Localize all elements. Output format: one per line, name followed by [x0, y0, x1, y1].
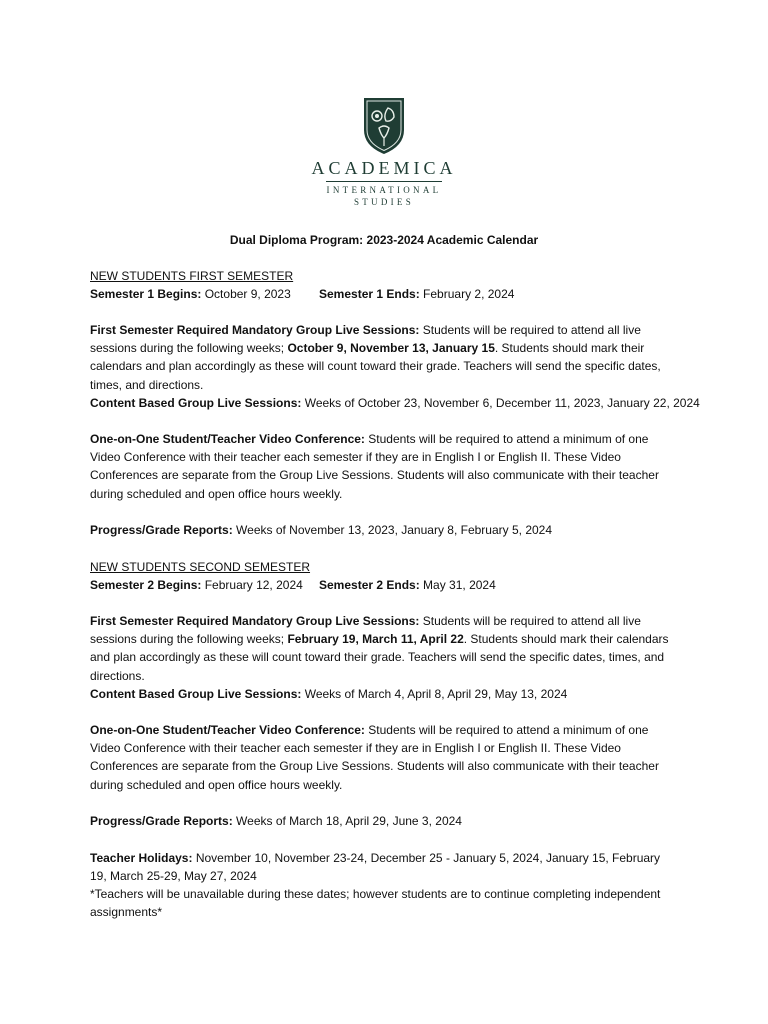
semester1-conference-text: Students will be required to attend a minimum of one Video Conference with their teacher each semester if they are in English I or English II. These Video Conferences are separate from the Group Live Sessions. Students will also communicate with their teacher during scheduled and open office hours weekly. — [90, 432, 659, 501]
teacher-holidays-value: November 10, November 23-24, December 25 - January 5, 2024, January 15, February 19, March 25-29, May 27, 2024 — [90, 851, 661, 884]
logo-rule — [326, 181, 442, 182]
semester1-begins-label: Semester 1 Begins: — [90, 287, 202, 301]
semester2-conference-label: One-on-One Student/Teacher Video Conference: — [90, 723, 365, 737]
semester2-mandatory-label: First Semester Required Mandatory Group Live Sessions: — [90, 614, 420, 628]
document-title: Dual Diploma Program: 2023-2024 Academic Calendar — [229, 233, 539, 247]
semester1-ends-label: Semester 1 Ends: — [319, 287, 420, 301]
semester2-mandatory-paragraph — [90, 612, 680, 685]
semester1-progress-reports — [90, 521, 690, 539]
semester1-conference-paragraph — [90, 430, 680, 503]
teacher-holidays-label: Teacher Holidays: — [90, 851, 193, 865]
semester1-content-label: Content Based Group Live Sessions: — [90, 396, 302, 410]
semester1-content-value: Weeks of October 23, November 6, December 11, 2023, January 22, 2024 — [301, 396, 700, 410]
semester2-conference-text: Students will be required to attend a minimum of one Video Conference with their teacher each semester if they are in English I or English II. These Video Conferences are separate from the Group Live Sessions. Students will also communicate with their teacher during scheduled and open office hours weekly. — [90, 723, 659, 792]
semester2-begins-label: Semester 2 Begins: — [90, 578, 202, 592]
semester2-ends-value: May 31, 2024 — [419, 578, 496, 592]
semester1-mandatory-label: First Semester Required Mandatory Group Live Sessions: — [90, 323, 420, 337]
teacher-holidays-paragraph — [90, 849, 665, 885]
semester2-progress-label: Progress/Grade Reports: — [90, 814, 233, 828]
semester1-mandatory-paragraph — [90, 321, 680, 394]
semester2-heading: NEW STUDENTS SECOND SEMESTER — [90, 560, 311, 574]
semester1-content-sessions — [90, 394, 700, 412]
academica-logo — [0, 96, 768, 208]
crest-icon — [360, 96, 408, 156]
semester2-dates — [90, 576, 690, 594]
semester1-dates — [90, 285, 690, 303]
semester1-conference-label: One-on-One Student/Teacher Video Conference: — [90, 432, 365, 446]
semester1-mandatory-dates: October 9, November 13, January 15 — [287, 341, 495, 356]
semester1-begins-value: October 9, 2023 — [201, 287, 291, 301]
semester2-ends-label: Semester 2 Ends: — [319, 578, 420, 592]
semester2-mandatory-dates: February 19, March 11, April 22 — [287, 632, 464, 647]
semester2-progress-reports — [90, 812, 690, 830]
semester1-mandatory-text-b: . Students should mark their calendars and plan accordingly as these will count toward their grade. Teachers will send the specific dates, times, and directions. — [90, 341, 661, 392]
logo-subtitle-1: INTERNATIONAL — [326, 185, 442, 195]
semester2-conference-paragraph — [90, 721, 680, 794]
logo-subtitle-2: STUDIES — [353, 197, 415, 207]
semester1-mandatory-text-a: Students will be required to attend all live sessions during the following weeks; — [90, 323, 641, 356]
semester1-progress-value: Weeks of November 13, 2023, January 8, February 5, 2024 — [232, 523, 553, 537]
semester2-mandatory-text-b: . Students should mark their calendars and plan accordingly as these will count toward their grade. Teachers will send the specific dates, times, and directions. — [90, 632, 669, 683]
logo-wordmark: ACADEMICA — [311, 158, 457, 178]
semester2-content-label: Content Based Group Live Sessions: — [90, 687, 302, 701]
semester1-heading: NEW STUDENTS FIRST SEMESTER — [90, 269, 294, 283]
semester2-begins-value: February 12, 2024 — [201, 578, 303, 592]
teacher-holidays-note: *Teachers will be unavailable during these dates; however students are to continue completing independent assignments* — [90, 887, 661, 920]
semester2-mandatory-text-a: Students will be required to attend all live sessions during the following weeks; — [90, 614, 641, 647]
semester1-ends-value: February 2, 2024 — [419, 287, 515, 301]
semester2-content-value: Weeks of March 4, April 8, April 29, May 13, 2024 — [301, 687, 568, 701]
semester2-content-sessions — [90, 685, 690, 703]
semester1-progress-label: Progress/Grade Reports: — [90, 523, 233, 537]
semester2-progress-value: Weeks of March 18, April 29, June 3, 2024 — [232, 814, 462, 828]
